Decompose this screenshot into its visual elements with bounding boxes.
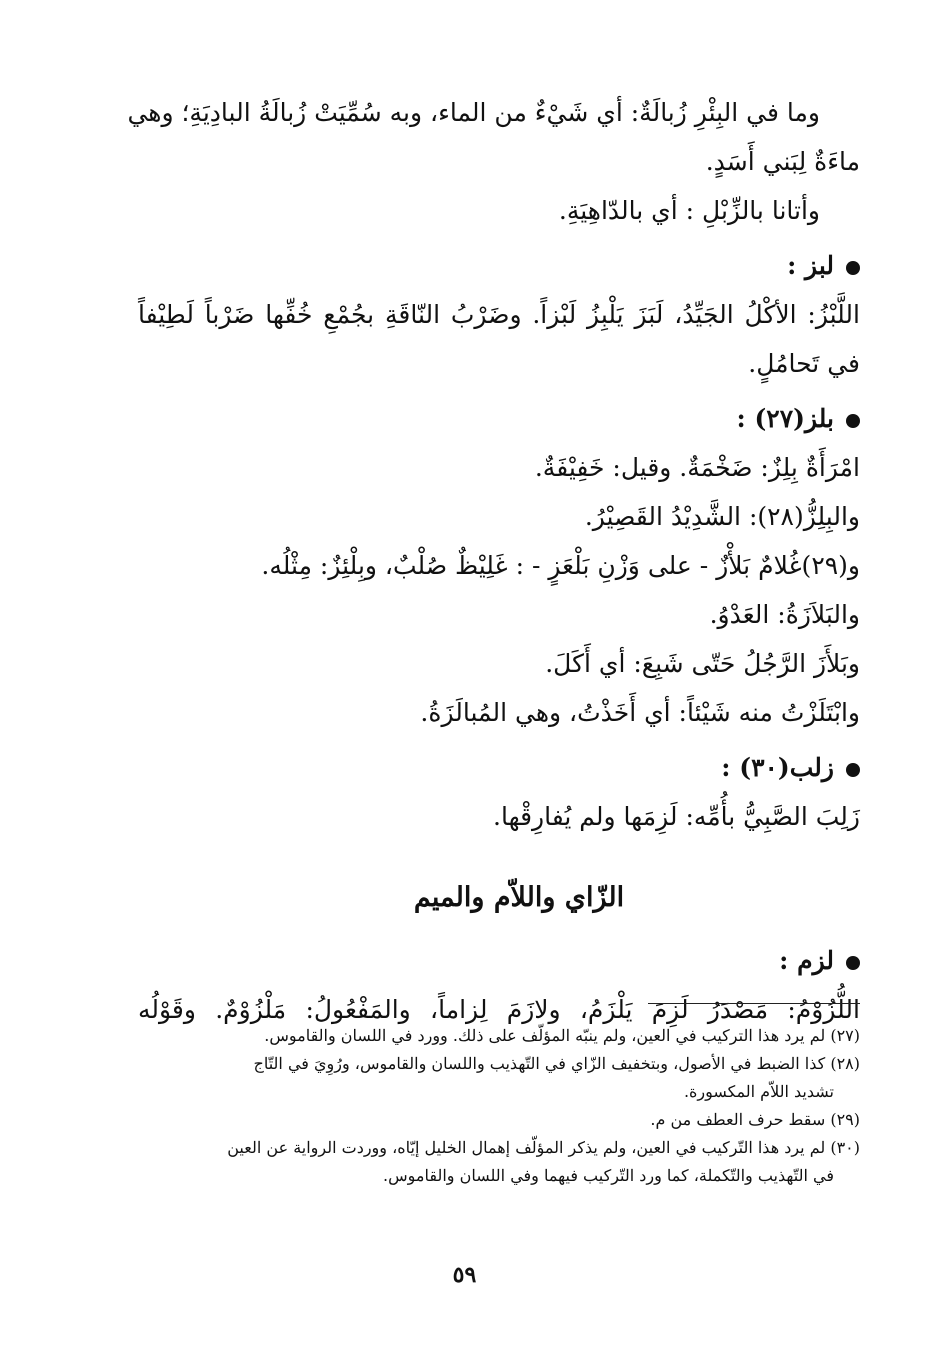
definition-line: و(٢٩)غُلامٌ بَلأْزٌ - على وَزْنِ بَلْعَزٍ - : غَلِيْظٌ صُلْبٌ، وبِلْئِزٌ: مِثْلُه. — [261, 551, 860, 580]
definition-line: وبَلأَزَ الرَّجُلُ حَتّى شَبِعَ: أي أَكَلَ. — [545, 649, 860, 678]
definition-line: وابْتَلَزْتُ منه شَيْئاً: أي أَخَذْتُ، وهي المُبالَزَةُ. — [420, 698, 860, 727]
paragraph: وأتانا بالزِّبْلِ : أي بالدّاهِيَةِ. — [558, 196, 820, 225]
paragraph-line: ماءَةٌ لِبَني أَسَدٍ. — [705, 147, 860, 176]
footnote-28-continued: تشديد اللاّم المكسورة. — [683, 1082, 834, 1101]
definition-line: والبَلاَزَةُ: العَدْوُ. — [709, 600, 860, 629]
definition-line: اللَّبْزُ: الأكْلُ الجَيِّدُ، لَبَزَ يَلْبِزُ لَبْزاً. وضَرْبُ النّاقَةِ بجُمْعِ خُفِّها ضَرْباً لَطِيْفاً — [138, 300, 860, 329]
page-number: ٥٩ — [452, 1262, 477, 1288]
footnote-divider — [648, 1003, 860, 1004]
entry-heading-labz: لبز : — [138, 241, 860, 290]
footnote-28: (٢٨) كذا الضبط في الأصول، وبتخفيف الزّاي في التّهذيب واللسان والقاموس، ورُوِيَ في التّاج — [253, 1054, 860, 1073]
footnote-30-continued: في التّهذيب والتّكملة، كما ورد التّركيب فيهما وفي اللسان والقاموس. — [383, 1166, 834, 1185]
bullet-icon — [846, 261, 860, 275]
entry-heading-zalab: زلب(٣٠) : — [138, 743, 860, 792]
definition-line: في تَحامُلٍ. — [748, 349, 860, 378]
footnote-27: (٢٧) لم يرد هذا التركيب في العين، ولم ينبّه المؤلّف على ذلك. وورد في اللسان والقاموس. — [264, 1026, 860, 1045]
main-text — [127, 88, 860, 1034]
bullet-icon — [846, 414, 860, 428]
footnote-29: (٢٩) سقط حرف العطف من م. — [650, 1110, 860, 1129]
entry-heading-lazam: لزم : — [138, 936, 860, 985]
footnotes — [138, 1022, 860, 1190]
bullet-icon — [846, 956, 860, 970]
section-title: الزّاي واللاّم والميم — [413, 882, 625, 913]
definition-line: اللُّزُوْمُ: مَصْدَرُ لَزِمَ يَلْزَمُ، ولازَمَ لِزاماً، والمَفْعُولُ: مَلْزُوْمٌ. وقَوْلُه — [138, 995, 860, 1024]
definition-line: والبِلِزُّ(٢٨): الشَّدِيْدُ القَصِيْرُ. — [584, 502, 860, 531]
paragraph-line: وما في البِئْرِ زُبالَةٌ: أي شَيْءٌ من الماء، وبه سُمِّيَتْ زُبالَةُ البادِيَةِ؛ وهي — [127, 98, 820, 127]
definition-line: امْرَأَةٌ بِلِزٌ: ضَخْمَةٌ. وقيل: خَفِيْفَةٌ. — [534, 453, 860, 482]
footnote-30: (٣٠) لم يرد هذا التّركيب في العين، ولم يذكر المؤلّف إهمال الخليل إيّاه، ووردت الرواية عن العين — [227, 1138, 860, 1157]
definition-line: زَلِبَ الصَّبِيُّ بأُمِّه: لَزِمَها ولم يُفارِقْها. — [493, 802, 860, 831]
bullet-icon — [846, 763, 860, 777]
entry-heading-bilz: بلز(٢٧) : — [138, 394, 860, 443]
